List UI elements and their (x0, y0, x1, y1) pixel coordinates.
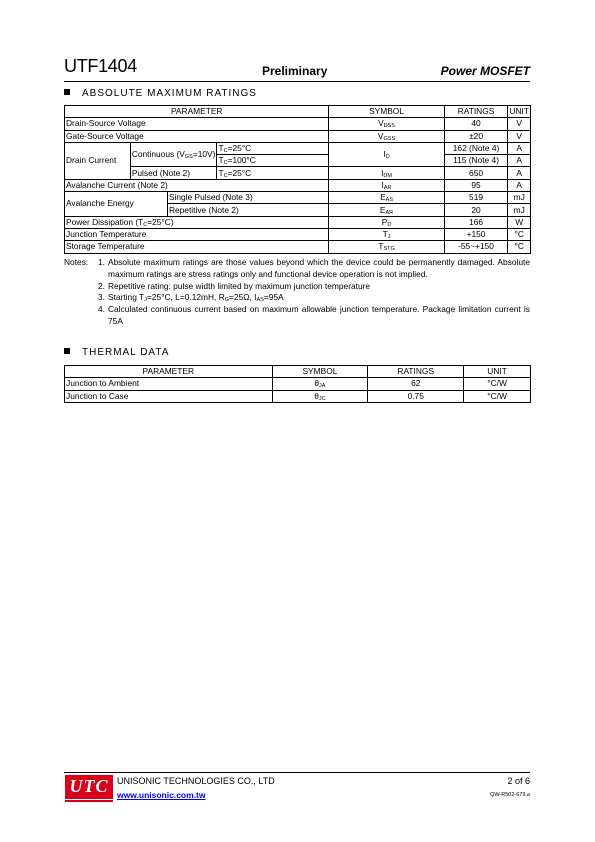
section-heading-thermal (64, 347, 169, 358)
param-cell: Storage Temperature (65, 241, 329, 253)
rating-cell: 40 (444, 118, 508, 130)
unit-cell: A (508, 155, 531, 167)
footer-divider (64, 772, 530, 773)
rating-cell: 0.75 (368, 390, 464, 402)
notes-block (64, 257, 530, 328)
rating-cell: 650 (444, 167, 508, 179)
unit-cell: V (508, 118, 531, 130)
note-item: 1. Absolute maximum ratings are those values beyond which the device could be permanently damaged. Absolute maximum ratings are stress ratings only and functional device operation is not implied. (98, 257, 530, 279)
rating-cell: 166 (444, 216, 508, 228)
unit-cell: °C/W (464, 390, 531, 402)
logo-text: UTC (69, 776, 109, 796)
param-cell: Drain Current (65, 142, 131, 179)
symbol-cell: $E_{AS}$ (329, 192, 444, 204)
notes-label: Notes: (64, 257, 89, 267)
unit-cell: °C (508, 228, 531, 240)
unit-cell: A (508, 167, 531, 179)
symbol-cell: $T_{STG}$ (329, 241, 444, 253)
temp-condition-cell: $T_C=25^\circ C$ (217, 167, 329, 179)
rating-cell: 162 (Note 4) (444, 142, 508, 154)
unit-cell: mJ (508, 192, 531, 204)
table-row (65, 142, 531, 154)
symbol-cell: $P_D$ (329, 216, 444, 228)
symbol-cell: $\theta_{JC}$ (272, 390, 368, 402)
temp-condition-cell: $T_C=25^\circ C$ (217, 142, 329, 154)
condition-cell: Single Pulsed (Note 3) (167, 192, 329, 204)
square-bullet-icon (64, 348, 70, 354)
param-cell: Junction to Ambient (65, 378, 273, 390)
symbol-cell: $I_D$ (329, 142, 444, 167)
col-header-unit: UNIT (509, 106, 529, 117)
company-name: UNISONIC TECHNOLOGIES CO., LTD (117, 776, 275, 786)
section-title: ABSOLUTE MAXIMUM RATINGS (82, 88, 257, 99)
rating-cell: -55~+150 (444, 241, 508, 253)
table-row (65, 167, 531, 179)
col-header-ratings: RATINGS (368, 366, 464, 378)
rating-cell: 62 (368, 378, 464, 390)
temp-condition-cell: $T_C=100^\circ C$ (217, 155, 329, 167)
table-row (65, 118, 531, 130)
logo-underline (65, 800, 113, 802)
table-row (65, 390, 531, 402)
unit-cell: V (508, 130, 531, 142)
table-row (65, 216, 531, 228)
unit-cell: °C/W (464, 378, 531, 390)
abs-max-table (64, 105, 531, 254)
param-cell: Drain-Source Voltage (65, 118, 329, 130)
note-item: 3. Starting $T_J=25^\circ C$, L=0.12mH, $R_G=25\Omega$, $I_{AS}=95A$ (98, 292, 284, 304)
symbol-cell: $I_{DM}$ (329, 167, 444, 179)
square-bullet-icon (64, 89, 70, 95)
unit-cell: A (508, 142, 531, 154)
note-item: 4. Calculated continuous current based on maximum allowable junction temperature. Package limitation current is 75A (98, 304, 530, 326)
note-item: 2. Repetitive rating: pulse width limited by maximum junction temperature (98, 280, 371, 291)
thermal-table (64, 365, 531, 403)
col-header-parameter: PARAMETER (65, 366, 273, 378)
symbol-cell: $\theta_{JA}$ (272, 378, 368, 390)
rating-cell: 20 (444, 204, 508, 216)
section-heading-abs-max (64, 88, 257, 99)
table-row (65, 179, 531, 191)
unit-cell: °C (508, 241, 531, 253)
unit-cell: A (508, 179, 531, 191)
condition-cell: Pulsed (Note 2) (130, 167, 217, 179)
symbol-cell: $E_{AR}$ (329, 204, 444, 216)
col-header-symbol: SYMBOL (329, 106, 444, 118)
unit-cell: W (508, 216, 531, 228)
utc-logo (65, 775, 113, 799)
param-cell: Avalanche Current (Note 2) (65, 179, 329, 191)
param-cell: Gate-Source Voltage (65, 130, 329, 142)
param-cell: Power Dissipation $(T_C=25^\circ C)$ (65, 216, 329, 228)
table-row (65, 228, 531, 240)
param-cell: Junction Temperature (65, 228, 329, 240)
symbol-cell: $T_J$ (329, 228, 444, 240)
rating-cell: 519 (444, 192, 508, 204)
table-header-row (65, 366, 531, 378)
symbol-cell: $V_{DSS}$ (329, 118, 444, 130)
section-title: THERMAL DATA (82, 347, 170, 358)
table-row (65, 241, 531, 253)
symbol-cell: $V_{GSS}$ (329, 130, 444, 142)
col-header-parameter: PARAMETER (65, 106, 329, 118)
part-number: UTF1404 (64, 56, 137, 76)
table-row (65, 130, 531, 142)
rating-cell: 95 (444, 179, 508, 191)
device-type: Power MOSFET (440, 64, 530, 78)
rating-cell: 115 (Note 4) (444, 155, 508, 167)
document-reference: QW-R502-679.a (490, 792, 530, 798)
unit-cell: mJ (508, 204, 531, 216)
col-header-ratings: RATINGS (444, 106, 508, 118)
header-divider (64, 81, 530, 82)
param-cell: Avalanche Energy (65, 192, 168, 217)
page-number: 2 of 6 (507, 776, 530, 786)
col-header-symbol: SYMBOL (272, 366, 368, 378)
status-text: Preliminary (262, 64, 328, 78)
condition-cell: Continuous $(V_{GS}=10V)$ (130, 142, 217, 167)
param-cell: Junction to Case (65, 390, 273, 402)
website-link[interactable]: www.unisonic.com.tw (117, 790, 206, 800)
table-header-row (65, 106, 531, 118)
symbol-cell: $I_{AR}$ (329, 179, 444, 191)
rating-cell: +150 (444, 228, 508, 240)
col-header-unit: UNIT (464, 366, 531, 378)
table-row (65, 192, 531, 204)
table-row (65, 378, 531, 390)
rating-cell: ±20 (444, 130, 508, 142)
condition-cell: Repetitive (Note 2) (167, 204, 329, 216)
